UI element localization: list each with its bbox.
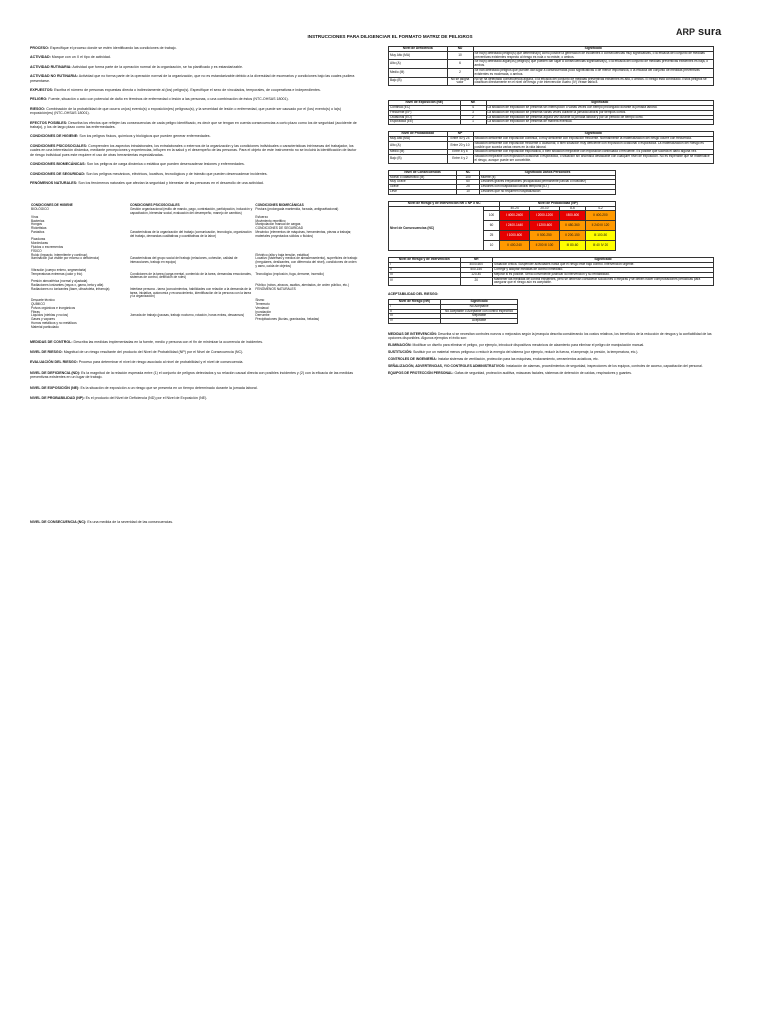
table-aceptabilidad: [388, 299, 518, 324]
table-cell: Mortal o catastrófico (M): [389, 175, 457, 180]
table-cell: Entre 40 y 24: [447, 136, 473, 141]
table-cell: Muy Grave: [389, 180, 457, 185]
right-note-text: Instalar sistemas de ventilación, protección para las máquinas, enclavamiento, cerramientos acústicos, etc.: [437, 357, 599, 362]
bottom-definition-term: NIVEL DE EXPOSICIÓN (NE):: [30, 385, 80, 390]
table-cell: II: [389, 309, 441, 314]
right-note-text: Gafas de seguridad, protección auditiva, máscaras faciales, sistemas de detención de caídas, respiradores y guantes.: [454, 371, 632, 376]
table-cell: No se asigna valor: [447, 77, 473, 86]
table-cell: 2: [460, 115, 486, 120]
conditions-row: [30, 288, 360, 299]
right-note-item: [388, 364, 714, 368]
definition-item: [30, 97, 360, 101]
table-cell: No se ha detectado consecuencia alguna, o la eficacia del conjunto de medidas preventivas existentes es alta, o ambos. El riesgo está controlado. Estos peligros se clasifican directamente en el nivel de riesgo y de intervención cuatro (IV) Véase tabla 8.: [473, 77, 714, 86]
matriz-cell: III 40 IV 20: [585, 241, 616, 251]
conditions-cell: Características del grupo social del trabajo (relaciones, cohesión, calidad de interacciones, trabajo en equipo): [130, 256, 238, 265]
conditions-cell: Radiaciones no ionizantes (láser, ultravioleta, infrarroja): [31, 286, 110, 291]
conditions-cell: Gases y vapores: [31, 317, 55, 322]
conditions-cell: Características de la organización del trabajo (comunicación, tecnología, organización del trabajo, demandas cualitativas y cuantitativas de la labor): [130, 229, 252, 238]
matriz-nc-value: 25: [483, 231, 500, 241]
conditions-cell: Vibración (cuerpo entero, segmentaria): [31, 267, 87, 272]
matriz-cell: II 240 III 120: [585, 221, 616, 231]
conditions-cell: Fibras: [31, 309, 40, 314]
table-cell: 10: [457, 189, 480, 194]
left-column: [30, 46, 360, 525]
table-cell: 3: [460, 110, 486, 115]
matriz-nc-value: 100: [483, 211, 500, 221]
matriz-cell: I 800-600: [560, 211, 585, 221]
conditions-cell: Radiaciones ionizantes (rayos x, gama, beta y alfa): [31, 283, 104, 288]
bottom-definition-text: Es la magnitud de la relación esperada entre (1) el conjunto de peligros detectados y su relación causal directa con posibles incidentes y (2) con la eficacia de las medidas preventivas existentes en un lugar de trabajo.: [30, 370, 354, 380]
table-cell: IV: [389, 319, 441, 324]
conditions-cell: Temperaturas extremas (calor y frío): [31, 271, 83, 276]
right-notes: [388, 332, 714, 375]
table-cell: Leve: [389, 189, 457, 194]
right-note-item: [388, 332, 714, 340]
table-matriz-riesgo: [388, 201, 616, 252]
conditions-cell: CONDICIONES DE SEGURIDAD: [255, 226, 304, 231]
definition-term: RIESGO:: [30, 106, 46, 111]
right-note-term: ELIMINACIÓN:: [388, 343, 412, 348]
bottom-definitions: [30, 340, 360, 525]
matriz-np-col: 4-2: [585, 206, 616, 211]
table-cell: Muy Alto (MA): [389, 51, 448, 60]
conditions-cell: BIOLÓGICO: [31, 207, 49, 212]
table-cell: No Aceptable o Aceptable con control específico: [440, 309, 518, 314]
document-title: INSTRUCCIONES PARA DILIGENCIAR EL FORMATO MATRIZ DE PELIGROS: [307, 34, 473, 39]
table-header-cell: Significado: [493, 258, 714, 263]
definition-text: Actividad que forma parte de la operación normal de la organización, se ha planificado y es estandarizable.: [72, 64, 243, 69]
bottom-definition-term: NIVEL DE RIESGO:: [30, 350, 63, 355]
definition-term: CONDICIONES DE HIGIENE:: [30, 134, 79, 139]
bottom-definition-text: Es el producto del Nivel de Deficiencia (ND) por el Nivel de Exposición (NE).: [85, 396, 208, 401]
matriz-nc-value: 10: [483, 241, 500, 251]
table-header-cell: NP: [447, 132, 473, 137]
table-cell: Situación deficiente con exposición frecuente u ocasional, o bien situación muy deficiente con exposición ocasional o esporádica. La materialización del Riesgo es posible que suceda varias veces en la vida laboral.: [473, 141, 714, 150]
definition-item: [30, 65, 360, 69]
definition-term: PELIGRO:: [30, 97, 48, 102]
table-cell: Entre 8 y 6: [447, 150, 473, 155]
conditions-cell: Condiciones de la tarea (carga mental, contenido de la tarea, demandas emocionales, sistemas de control, definición de roles): [130, 271, 252, 280]
table-row: [389, 68, 714, 77]
conditions-cell: Bacterias: [31, 218, 45, 223]
table-row: [389, 120, 714, 125]
definition-term: ACTIVIDAD NO RUTINARIA:: [30, 74, 78, 79]
bottom-definition-term: MEDIDAS DE CONTROL:: [30, 339, 73, 344]
definition-term: ACTIVIDAD RUTINARIA:: [30, 64, 72, 69]
table-row: [389, 277, 714, 286]
table-cell: Alto (A): [389, 60, 448, 69]
conditions-cell: Humos metálicos y no metálicos: [31, 321, 77, 326]
table-cell: 1: [460, 120, 486, 125]
cond-header-higiene: CONDICIONES DE HIGIENE: [31, 203, 73, 208]
right-note-term: EQUIPOS DE PROTECCIÓN PERSONAL:: [388, 371, 454, 376]
table-cell: Se ha(n) detectado peligro(s) que determina(n) como posible la generación de incidentes o consecuencias muy significativas, o la eficacia del conjunto de medidas preventivas existentes respecto al riesgo es nula o no existe, o ambos.: [473, 51, 714, 60]
table-cell: Grave: [389, 185, 457, 190]
conditions-cell: Polvos orgánicos e inorgánicos: [31, 305, 76, 310]
matriz-cell: I 1000-600: [500, 231, 529, 241]
bottom-definition-term: NIVEL DE DEFICIENCIA (ND):: [30, 370, 81, 375]
definition-term: PROCESO:: [30, 46, 50, 50]
table-cell: Lesiones que no requieren hospitalización: [479, 189, 615, 194]
matriz-np-header: Nivel de Probabilidad (NP): [500, 201, 616, 206]
table-cell: Muy Alto (MA): [389, 136, 448, 141]
definition-text: Marque con un X el tipo de actividad.: [51, 55, 111, 60]
conditions-cell: Terremoto: [255, 302, 270, 307]
table-cell: Bajo (B): [389, 155, 448, 164]
matriz-nc-value: 60: [483, 221, 500, 231]
table-cell: La situación de exposición se presenta de manera eventual.: [486, 120, 714, 125]
right-note-item: [388, 343, 714, 347]
conditions-cell: Parásitos: [31, 229, 45, 234]
conditions-cell: Tecnológico (explosión, fuga, derrame, incendio): [255, 271, 324, 276]
table-header-cell: Nivel de Probabilidad: [389, 132, 448, 137]
table-cell: Aceptable: [440, 319, 518, 324]
table-cell: Mejorar si es posible. Sería conveniente justificar la intervención y su rentabilidad.: [493, 272, 714, 277]
matriz-cell: I 1200-600: [529, 221, 559, 231]
logo-sura-text: sura: [698, 26, 722, 38]
bottom-definition-text: Proceso para determinar el nivel de riesgo asociado al nivel de probabilidad y el nivel de consecuencia.: [78, 360, 244, 365]
bottom-definition-term: NIVEL DE PROBABILIDAD (NP):: [30, 396, 85, 401]
conditions-cell: Postura (prolongada mantenida, forzada, antigravitacional): [255, 207, 339, 212]
table-cell: Medio (M): [389, 68, 448, 77]
table-cell: Entre 4 y 2: [447, 155, 473, 164]
table-cell: 20: [460, 277, 493, 286]
bottom-definition-item: [30, 360, 360, 364]
table-row: [389, 77, 714, 86]
table-cell: 25: [457, 185, 480, 190]
matriz-cell: I 2400-1440: [500, 221, 529, 231]
definition-item: [30, 121, 360, 130]
bottom-definition-text: Es una medida de la severidad de las consecuencias.: [87, 520, 174, 525]
bottom-definition-text: Describa las medidas implementadas en la fuente, medio y persona con el fin de minimizar la ocurrencia de incidentes.: [73, 339, 264, 344]
definition-item: [30, 46, 360, 50]
bottom-definition-item: [30, 350, 360, 354]
conditions-cell: Público (robos, atracos, asaltos, atentados, de orden público, etc.): [255, 283, 349, 288]
table-cell: La situación de exposición se presenta sin interrupción o varias veces con tiempo prolongado durante la jornada laboral.: [486, 105, 714, 110]
arp-sura-logo: [676, 26, 721, 38]
table-cell: Situación crítica. Suspender actividades hasta que el riesgo esté bajo control. Intervención urgente.: [493, 263, 714, 268]
definition-term: CONDICIONES PSICOSOCIALES:: [30, 143, 88, 148]
definitions-list: [30, 46, 360, 185]
table-cell: Frecuente (EF): [389, 110, 461, 115]
conditions-cell: Jornada de trabajo (pausas, trabajo nocturno, rotación, horas extras, descansos): [130, 313, 245, 318]
right-note-item: [388, 371, 714, 375]
bottom-definition-text: Es la situación de exposición a un riesgo que se presenta en un tiempo determinado durante la jornada laboral.: [80, 385, 258, 390]
conditions-cell: Líquidos (nieblas y rocíos): [31, 313, 69, 318]
table-cell: Situación mejorable con exposición ocasional o esporádica, o situación sin anomalía destacable con cualquier nivel de exposición. No es esperable que se materialice el riesgo, aunque puede ser concebible.: [473, 155, 714, 164]
matriz-cell: III 80-60: [560, 241, 585, 251]
definition-text: Escriba el número de personas expuestas directa o indirectamente al (los) peligro(s). Especifique el sexo de vinculados, temporales, de cooperativas e independientes.: [54, 88, 321, 93]
table-header-cell: Significado Daños Personales: [479, 170, 615, 175]
table-cell: Mejorable: [440, 314, 518, 319]
definition-item: [30, 181, 360, 185]
conditions-table: [30, 204, 360, 329]
table-cell: Corregir y adoptar medidas de control inmediato.: [493, 267, 714, 272]
table-header-cell: Significado: [486, 101, 714, 106]
table-header-cell: NC: [457, 170, 480, 175]
definition-item: [30, 74, 360, 83]
right-column: [388, 46, 714, 378]
conditions-cell: Precipitaciones (lluvias, granizadas, heladas): [255, 317, 320, 322]
table-header-cell: ND: [447, 47, 473, 52]
table-cell: Se ha(n) detectado algún(os) peligro(s) que pueden dar lugar a consecuencias significativa(s), o la eficacia del conjunto de medidas preventivas existentes es baja, o ambos.: [473, 60, 714, 69]
bottom-definition-item: [30, 520, 360, 524]
matriz-np-col: 8-6: [560, 206, 585, 211]
bottom-definition-item: [30, 371, 360, 380]
right-note-term: CONTROLES DE INGENIERÍA:: [388, 357, 437, 362]
aceptabilidad-title: ACEPTABILIDAD DEL RIESGO:: [388, 292, 439, 297]
table-header-cell: NR: [460, 258, 493, 263]
definition-item: [30, 144, 360, 157]
table-cell: Mantener las medidas de control existentes, pero se deberían considerar soluciones o mejoras y se deben hacer comprobaciones periódicas para asegurar que el riesgo aún es aceptable.: [493, 277, 714, 286]
definition-text: Describa los efectos que reflejen las consecuencias de cada peligro identificado, es decir que se tengan en cuenta consecuencias a corto plazo como los de seguridad (accidente de trabajo), y los de largo plazo como las enfermedades.: [30, 120, 357, 130]
table-cell: I: [389, 304, 441, 309]
table-cell: 4: [460, 105, 486, 110]
conditions-cell: Picaduras: [31, 237, 46, 242]
table-nivel-deficiencia: [388, 46, 714, 86]
matriz-title: Nivel de Riesgo y de intervención NR = NP X NC: [389, 201, 500, 206]
matriz-cell: II 480-360: [560, 221, 585, 231]
table-cell: III: [389, 314, 441, 319]
definition-item: [30, 107, 360, 116]
conditions-cell: Esfuerzo: [255, 214, 268, 219]
table-cell: La situación de exposición se presenta varias veces durante la jornada laboral por tiempos cortos.: [486, 110, 714, 115]
definition-text: Comprenden los aspectos intralaborales, los extralaborales o externos de la organización y las condiciones individuales o características intrínsecas del trabajador, los cuales en una interrelación dinámica, mediante percepciones y experiencias, influyen en la salud y el desempeño de las personas. Para el objeto de este instrumento no se incluirá la identificación de factor de riesgo individual pues este requiere el uso de otras herramientas especializadas.: [30, 143, 357, 157]
matriz-nc-header: Nivel de Consecuencias (NC): [389, 206, 484, 251]
right-note-term: MEDIDAS DE INTERVENCIÓN:: [388, 332, 437, 337]
matriz-cell: II 500-250: [529, 231, 559, 241]
definition-text: Actividad que no forma parte de la operación normal de la organización, que no es estandarizable debido a la diversidad de escenarios y condiciones bajo las cuales pudiera presentarse.: [30, 74, 355, 83]
table-cell: 10: [447, 51, 473, 60]
conditions-row: [30, 208, 360, 216]
bottom-definition-term: EVALUACIÓN DEL RIESGO:: [30, 360, 78, 365]
conditions-cell: Locativo (sistemas y medios de almacenamiento), superficies de trabajo (irregulares, deslizantes, con diferencia del nivel), condiciones de orden y aseo, caída de objetos): [255, 256, 358, 269]
definition-term: CONDICIONES BIOMECÁNICAS:: [30, 162, 86, 167]
conditions-cell: Manipulación manual de cargas: [255, 222, 301, 227]
matriz-cell: I 4000-2400: [500, 211, 529, 221]
table-cell: III: [389, 272, 461, 277]
table-cell: Continua (EC): [389, 105, 461, 110]
table-header-cell: Significado: [440, 300, 518, 305]
conditions-cell: Movimiento repetitivo: [255, 218, 286, 223]
table-cell: Medio (M): [389, 150, 448, 155]
conditions-cell: Sismo: [255, 298, 265, 303]
table-cell: La situación de exposición se presenta alguna vez durante la jornada laboral y por un periodo de tiempo corto.: [486, 115, 714, 120]
table-nivel-consecuencias: [388, 170, 616, 195]
table-nivel-exposicion: [388, 100, 714, 125]
table-header-cell: Nivel de Consecuencias: [389, 170, 457, 175]
table-cell: Se han detectado peligros que pueden dar lugar a consecuencias poco significativas o de menor importancia, o la eficacia del conjunto de medidas preventivas existentes es moderada, o ambos.: [473, 68, 714, 77]
conditions-cell: Iluminación (luz visible por exceso o deficiencia): [31, 256, 100, 261]
right-note-text: Sustituir por un material menos peligroso o reducir la energía del sistema (por ejemplo, reducir la fuerza, el amperaje, la presión, la temperatura, etc.).: [413, 350, 639, 355]
table-header-cell: Nivel de Deficiencia: [389, 47, 448, 52]
table-nivel-probabilidad: [388, 131, 714, 164]
definition-text: Son los peligros de carga dinámica o estática que pueden desencadenar lesiones y enfermedades.: [86, 162, 245, 167]
table-cell: 100: [457, 175, 480, 180]
table-header-cell: NE: [460, 101, 486, 106]
definition-item: [30, 88, 360, 92]
matriz-np-col: 20-10: [529, 206, 559, 211]
matriz-cell: II 200 III 100: [529, 241, 559, 251]
logo-arp-text: ARP: [676, 27, 696, 37]
definition-text: Combinación de la probabilidad de que ocurra un(os) evento(s) o exposición(es) peligroso(s), y la severidad de lesión o enfermedad, que puede ser causado por el (los) evento(s) o la(s) exposición(es) (NTC-OHSAS 18001).: [30, 106, 342, 116]
conditions-cell: Hongos: [31, 222, 42, 227]
conditions-cell: Mordeduras: [31, 241, 49, 246]
matriz-cell: II 400-240: [500, 241, 529, 251]
table-header-cell: Nivel de Riesgo (NR): [389, 300, 441, 305]
definition-term: EFECTOS POSIBLES:: [30, 120, 68, 125]
right-note-text: Modificar un diseño para eliminar el peligro, por ejemplo, introducir dispositivos mecánicos de alzamiento para eliminar el peligro de manipulación manual.: [412, 343, 645, 348]
matriz-cell: II 200-150: [560, 231, 585, 241]
table-row: [389, 319, 518, 324]
right-note-text: Describa si se necesitan controles nuevos o mejorados según la jerarquía descrita considerando los costos relativos, los beneficios de la reducción de riesgos y la confiabilidad de las opciones disponibles. Algunos ejemplos el éxito son:: [388, 332, 712, 341]
table-cell: Bajo (B): [389, 77, 448, 86]
table-header-cell: Significado: [473, 47, 714, 52]
conditions-cell: Eléctrico (alta y baja tensión, estática): [255, 252, 310, 257]
table-row: [389, 155, 714, 164]
conditions-cell: FENÓMENOS NATURALES: [255, 286, 296, 291]
conditions-cell: Descarte técnico: [31, 298, 55, 303]
conditions-cell: Inundación: [255, 309, 271, 314]
table-cell: No Aceptable: [440, 304, 518, 309]
conditions-cell: Presión atmosférica (normal y ajustada): [31, 279, 88, 284]
table-cell: Muerte (s): [479, 175, 615, 180]
conditions-cell: Derrumbe: [255, 313, 270, 318]
right-note-text: Instalación de alarmas, procedimientos de seguridad, inspecciones de los equipos, controles de acceso, capacitación del personal.: [505, 364, 703, 369]
table-cell: 2: [447, 68, 473, 77]
table-cell: II: [389, 267, 461, 272]
table-cell: 500-150: [460, 267, 493, 272]
conditions-cell: FÍSICO: [31, 248, 42, 253]
table-row: [389, 189, 616, 194]
conditions-cell: Vendaval: [255, 305, 269, 310]
bottom-definition-item: [30, 396, 360, 400]
table-cell: Esporádica (EE): [389, 120, 461, 125]
cond-header-psicosociales: CONDICIONES PSICOSOCIALES: [130, 203, 180, 208]
definition-item: [30, 134, 360, 138]
definition-text: Son los fenómenos naturales que afectan la seguridad y bienestar de las personas en el desarrollo de una actividad.: [78, 180, 264, 185]
table-cell: Lesiones graves irreparables (incapacidad permanente parcial o invalidez): [479, 180, 615, 185]
conditions-cell: Ruido (impacto, intermitente y continuo): [31, 252, 88, 257]
table-cell: Ocasional (EO): [389, 115, 461, 120]
table-cell: IV: [389, 277, 461, 286]
definition-term: FENÓMENOS NATURALES:: [30, 180, 78, 185]
table-header-cell: Significado: [473, 132, 714, 137]
table-cell: 6: [447, 60, 473, 69]
definition-term: CONDICIONES DE SEGURIDAD:: [30, 171, 86, 176]
table-header-cell: Nivel de Exposición (NE): [389, 101, 461, 106]
bottom-definition-text: Magnitud de un riesgo resultante del producto del Nivel de Probabilidad (NP) por el Nivel de Consecuencia (NC).: [63, 350, 244, 355]
table-cell: 4000-600: [460, 263, 493, 268]
table-cell: Alto (A): [389, 141, 448, 150]
right-note-term: SUSTITUCIÓN:: [388, 350, 413, 355]
bottom-definition-term: NIVEL DE CONSECUENCIA (NC):: [30, 520, 87, 525]
conditions-row: [30, 231, 360, 239]
conditions-cell: Mecánico (elementos de máquinas, herramientas, piezas a trabajar, materiales proyectados sólidos o fluidos): [255, 229, 352, 238]
conditions-cell: Material particulado: [31, 324, 59, 329]
definition-text: Son los peligros mecánicos, eléctricos, locativos, tecnológicos y de tránsito que pueden desencadenar incidentes.: [86, 171, 268, 176]
table-cell: 120-40: [460, 272, 493, 277]
bottom-definition-item: [30, 386, 360, 390]
definition-text: Son los peligros físicos, químicos y biológicos que pueden generar enfermedades.: [79, 134, 211, 139]
definition-text: Especifique el proceso donde se estén identificando las condiciones de trabajo.: [50, 46, 177, 50]
conditions-cell: Fluidos o excrementos: [31, 245, 64, 250]
table-cell: 60: [457, 180, 480, 185]
table-cell: Entre 20 y 10: [447, 141, 473, 150]
conditions-cell: Interfase persona - tarea (conocimientos, habilidades con relación a la demanda de la tarea, iniciativa, autonomía y reconocimiento, identificación de la persona con la tarea y la organización): [130, 286, 252, 299]
right-note-item: [388, 357, 714, 361]
definition-term: EXPUESTOS:: [30, 88, 54, 93]
cond-header-biomecanicas: CONDICIONES BIOMECÁNICAS: [255, 203, 304, 208]
definition-item: [30, 55, 360, 59]
right-note-item: [388, 350, 714, 354]
table-cell: I: [389, 263, 461, 268]
conditions-cell: Virus: [31, 214, 39, 219]
conditions-cell: Gestión organizacional (estilo de mando, pago, contratación, participación, inducción y capacitación, bienestar social, evaluación del desempeño, manejo de cambios): [130, 207, 253, 215]
matriz-cell: I 2000-1200: [529, 211, 559, 221]
definition-item: [30, 172, 360, 176]
table-cell: Lesiones con incapacidad laboral temporal (ILT): [479, 185, 615, 190]
table-nivel-intervencion: [388, 257, 714, 286]
right-note-term: SEÑALIZACIÓN, ADVERTENCIAS, Y/O CONTROLES ADMINISTRATIVOS:: [388, 364, 505, 369]
matriz-cell: II 400-200: [585, 211, 616, 221]
conditions-cell: QUÍMICO: [31, 302, 45, 307]
table-cell: Situación deficiente con exposición continua, o muy deficiente con exposición frecuente. Normalmente la materialización del riesgo ocurre con frecuencia.: [473, 136, 714, 141]
table-cell: Situación deficiente con exposición esporádica, o bien situación mejorable con exposición continuada o frecuente. Es posible que suceda el daño alguna vez.: [473, 150, 714, 155]
conditions-cell: Rickettsias: [31, 226, 47, 231]
definition-term: ACTIVIDAD:: [30, 55, 51, 60]
definition-text: Fuente, situación o acto con potencial de daño en términos de enfermedad o lesión a las personas, o una combinación de éstos (NTC-OHSAS 18001).: [48, 97, 289, 102]
definition-item: [30, 162, 360, 166]
matriz-cell: III 100-50: [585, 231, 616, 241]
bottom-definition-item: [30, 340, 360, 344]
table-header-cell: Nivel de Riesgo y de intervención: [389, 258, 461, 263]
matriz-np-col: 40-24: [500, 206, 529, 211]
